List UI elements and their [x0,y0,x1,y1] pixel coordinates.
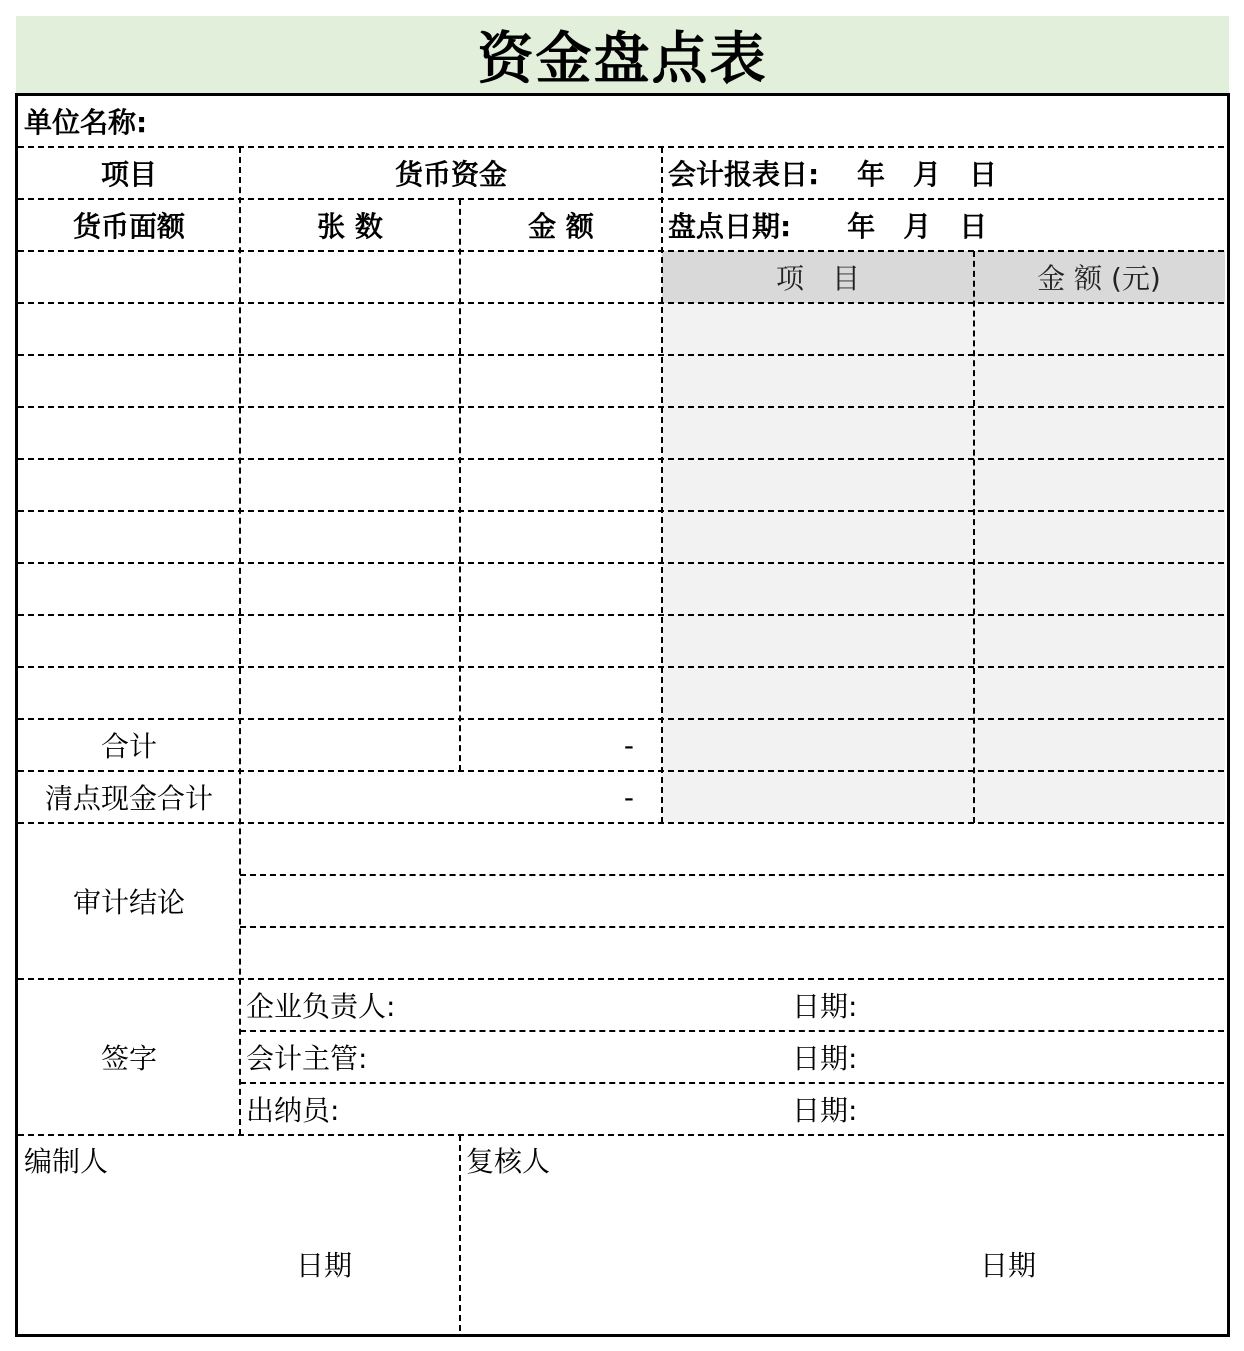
total-amount: - [623,728,634,762]
right-value-cell[interactable] [974,303,1224,355]
cash-total-amount: - [623,780,634,814]
amount-cell[interactable] [460,459,662,511]
right-item-cell[interactable] [662,511,974,563]
amount-cell[interactable] [460,615,662,667]
reviewer-date-label: 日期 [980,1249,1037,1282]
denomination-cell[interactable] [18,251,240,303]
right-item-cell[interactable] [662,303,974,355]
count-cell[interactable] [240,563,460,615]
amount-cell[interactable] [460,303,662,355]
count-date-label: 盘点日期: 年 月 日 [668,210,988,243]
right-value-cell[interactable] [974,511,1224,563]
count-cell[interactable] [240,615,460,667]
right-item-cell[interactable] [662,667,974,719]
amount-cell[interactable] [460,563,662,615]
header-denomination: 货币面额 [72,210,185,243]
sign-date-accounting-supervisor: 日期: [792,1042,858,1075]
count-cell[interactable] [240,667,460,719]
amount-cell[interactable] [460,251,662,303]
denomination-cell[interactable] [18,355,240,407]
count-cell[interactable] [240,511,460,563]
sign-role-accounting-supervisor: 会计主管: [246,1042,368,1075]
right-header-amount: 金 额 (元) [1037,262,1161,295]
denomination-cell[interactable] [18,615,240,667]
preparer-label: 编制人 [24,1145,109,1178]
count-cell[interactable] [240,303,460,355]
right-item-cell[interactable] [662,615,974,667]
right-value-cell[interactable] [974,615,1224,667]
sign-role-manager: 企业负责人: [246,990,396,1023]
audit-conclusion-line[interactable] [240,875,1224,927]
count-cell[interactable] [240,355,460,407]
header-currency-funds: 货币资金 [394,158,507,191]
right-item-cell[interactable] [662,563,974,615]
audit-conclusion-line[interactable] [240,823,1224,875]
amount-cell[interactable] [460,511,662,563]
audit-conclusion-line[interactable] [240,927,1224,979]
denomination-cell[interactable] [18,407,240,459]
right-header-item: 项 目 [775,262,860,295]
header-amount: 金 额 [528,210,594,243]
denomination-cell[interactable] [18,563,240,615]
right-value-cell[interactable] [974,459,1224,511]
count-cell[interactable] [240,459,460,511]
denomination-cell[interactable] [18,667,240,719]
audit-conclusion-label: 审计结论 [72,886,185,919]
right-item-cell[interactable] [662,459,974,511]
reviewer-label: 复核人 [466,1145,551,1178]
denomination-cell[interactable] [18,303,240,355]
right-value-cell[interactable] [974,563,1224,615]
sign-date-cashier: 日期: [792,1094,858,1127]
sign-role-cashier: 出纳员: [246,1094,340,1127]
report-date-label: 会计报表日: 年 月 日 [668,158,997,191]
right-item-cell[interactable] [662,719,974,771]
amount-cell[interactable] [460,355,662,407]
amount-cell[interactable] [460,407,662,459]
amount-cell[interactable] [460,667,662,719]
sign-date-manager: 日期: [792,990,858,1023]
right-value-cell[interactable] [974,667,1224,719]
denomination-cell[interactable] [18,511,240,563]
header-item: 项目 [100,158,157,191]
right-value-cell[interactable] [974,407,1224,459]
count-cell[interactable] [240,251,460,303]
unit-name-label: 单位名称: [24,106,148,139]
right-item-cell[interactable] [662,355,974,407]
preparer-date-label: 日期 [296,1249,353,1282]
cash-total-label: 清点现金合计 [44,782,213,815]
denomination-cell[interactable] [18,459,240,511]
count-cell[interactable] [240,407,460,459]
header-count: 张 数 [317,210,383,243]
right-item-cell[interactable] [662,407,974,459]
right-value-cell[interactable] [974,355,1224,407]
signature-label: 签字 [100,1042,157,1075]
right-value-cell[interactable] [974,719,1224,771]
total-label: 合计 [100,730,157,763]
unit-name-field[interactable] [200,95,1220,147]
page-title: 资金盘点表 [16,16,1229,93]
